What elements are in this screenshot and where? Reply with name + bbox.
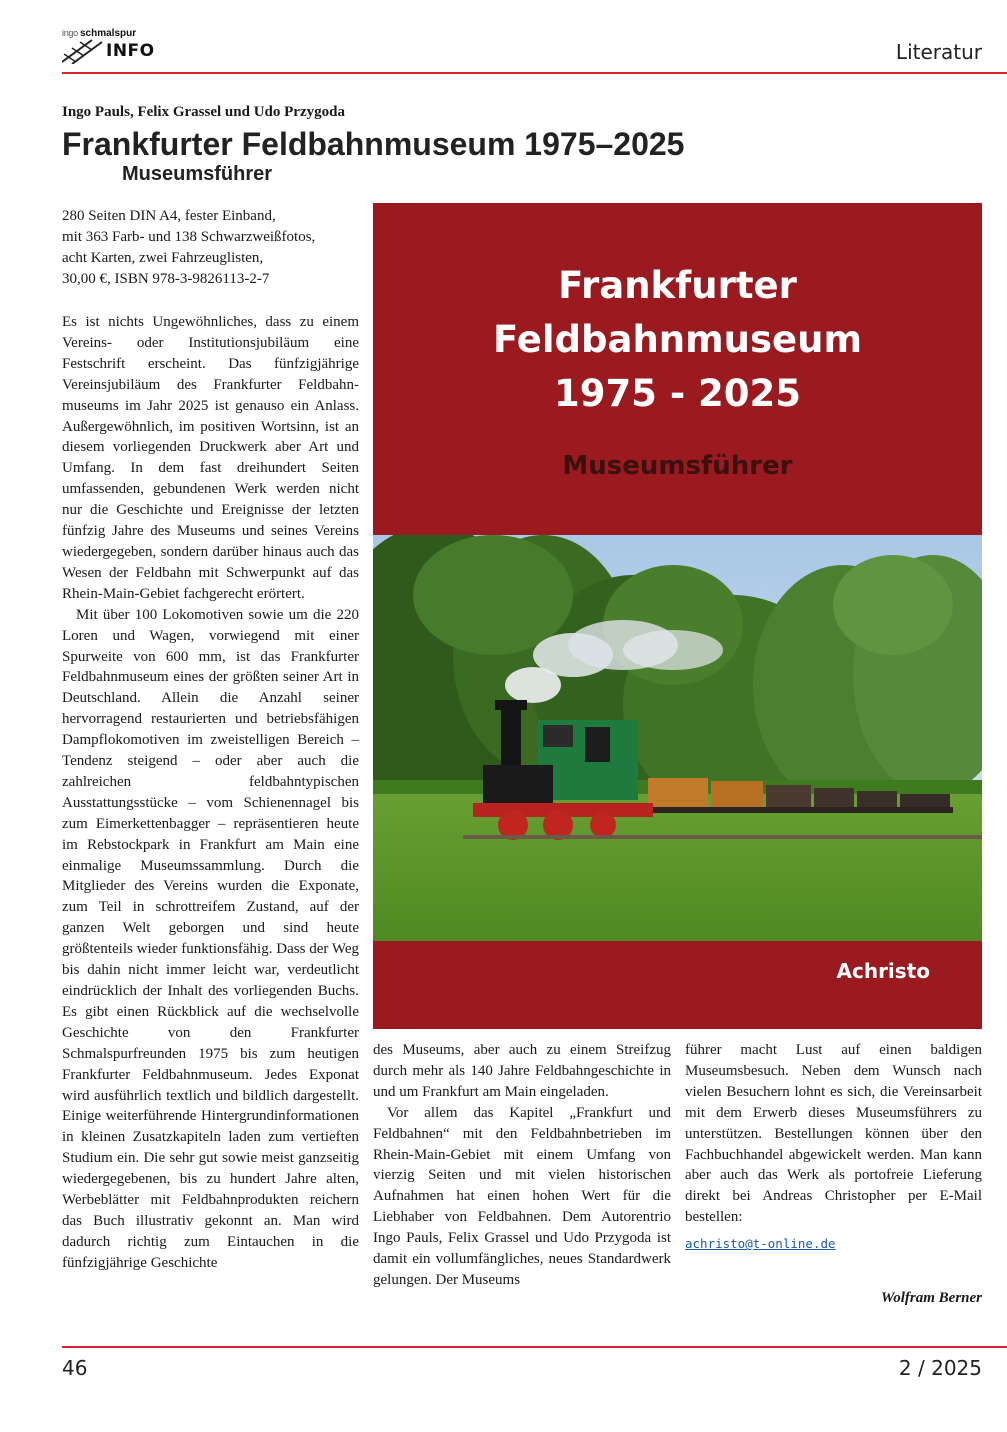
- issue-number: 2 / 2025: [898, 1356, 982, 1380]
- cover-subtitle: Museumsführer: [562, 451, 793, 481]
- spec-line: acht Karten, zwei Fahrzeuglisten,: [62, 250, 264, 266]
- cover-title-line: 1975 - 2025: [553, 372, 802, 415]
- paragraph: Mit über 100 Lokomotiven sowie um die 220 Loren und Wagen, vorwiegend mit einer Spurweite von 600 mm, ist das Frankfurter Feldbahnmuseum eines der größten seiner Art in Deutschland. Allein die Anzahl seiner hervorragend restaurierten und betriebsfähigen Dampflokomotiven im zweistelligen Bereich – Tendenz steigend – oder aber auch die zahlreichen feldbahntypischen Ausstattungsstücke – vom Schienennagel bis zum Eimerkettenbagger – repräsentieren heute im Rebstockpark in Frankfurt am Main eine einmalige Museumssammlung. Durch die Mitglieder des Vereins wurden die Exponate, zum Teil in schrottreifem Zustand, auf der ganzen Welt geborgen und sind heute größtenteils wieder funktionsfähig. Dass der Weg bis dahin nicht immer leicht war, verdeutlicht eindrücklich der Inhalt des vorliegenden Buchs. Es gibt einen Rückblick auf die wechselvolle Geschichte von den Frankfurter Schmalspurfreunden 1975 bis zum heutigen Frankfurter Feldbahnmuseum. Jedes Exponat wird ausführlich textlich und bildlich dargestellt. Einige weiterführende Hintergrundinformationen in kleinen Zusatzkapiteln laden zum vertieften Studium ein. Die sehr gut sowie meist ganzseitig wiedergegebenen, bis zu hundert Jahre alten, Werbeblätter mit Feldbahnprodukten reichern das Buch illustrativ gekonnt an. Man wird dadurch richtig zum Eintauchen in die fünfzigjährige Geschichte: [62, 606, 359, 1271]
- spec-line: mit 363 Farb- und 138 Schwarzweißfotos,: [62, 229, 316, 245]
- cover-photo-steam-train: [373, 535, 982, 941]
- cover-title-line: Feldbahnmuseum: [492, 318, 863, 361]
- paragraph: Es ist nichts Ungewöhnliches, dass zu einem Vereins- oder Institutionsjubiläum eine Festschrift erscheint. Das fünfzigjährige Vereinsjubiläum des Frankfurter Feldbahnmuseums im Jahr 2025 ist genauso ein Anlass. Außergewöhnlich, im positiven Wortsinn, ist an diesem vorliegenden Druckwerk aber Art und Umfang. In dem fast dreihundert Seiten umfassenden, gebundenen Werk werden nicht nur die Geschichte und Ereignisse der letzten fünfzig Jahre des Museums und seines Vereins wiedergegeben, sondern darüber hinaus auch das Wesen der Feldbahn mit Schwerpunkt auf das Rhein-Main-Gebiet fachgerecht erörtert.: [62, 314, 359, 602]
- book-cover: [373, 203, 982, 1029]
- text-column-1: [62, 312, 359, 1274]
- header-rule: [62, 72, 1007, 74]
- paragraph: des Museums, aber auch zu einem Streifzug durch mehr als 140 Jahre Feldbahngeschichte in und um Frankfurt am Main eingeladen.: [373, 1042, 671, 1100]
- cover-title-line: Frankfurter: [558, 264, 797, 307]
- email-link[interactable]: achristo@t-online.de: [685, 1236, 836, 1252]
- paragraph: Vor allem das Kapitel „Frankfurt und Feldbahnen“ mit den Feldbahnbetrieben im Rhein-Main-Gebiet mit einem Umfang von vierzig Seiten und mit vielen historischen Aufnahmen hat einen hohen Wert für die Liebhaber von Feldbahnen. Dem Autorentrio Ingo Pauls, Felix Grassel und Udo Przygoda ist damit ein vollumfängliches, neues Standardwerk gelungen. Der Museums: [373, 1104, 671, 1288]
- logo-brand: schmalspur: [80, 28, 137, 39]
- article-authors: Ingo Pauls, Felix Grassel und Udo Przygoda: [62, 104, 345, 120]
- logo-info: INFO: [106, 41, 155, 61]
- book-specs: [62, 206, 362, 290]
- spec-line: 280 Seiten DIN A4, fester Einband,: [62, 208, 276, 224]
- publisher-logo: Achristo: [836, 959, 930, 983]
- article-title: Frankfurter Feldbahnmuseum 1975–2025: [62, 126, 685, 162]
- paragraph: führer macht Lust auf einen baldigen Museumsbesuch. Neben dem Wunsch nach vielen Besuchern lohnt es sich, die Vereinsarbeit mit dem Erwerb dieses Museumsführers zu unterstützen. Bestellungen können über den Fachbuchhandel abgewickelt werden. Man kann aber auch das Werk als portofreie Lieferung direkt bei Andreas Christopher per E-Mail bestellen:: [685, 1042, 982, 1226]
- cover-title: [373, 259, 982, 421]
- article-signature: Wolfram Berner: [881, 1290, 982, 1306]
- rail-track-icon: [62, 38, 106, 64]
- text-column-3: [685, 1040, 982, 1255]
- text-column-2: [373, 1040, 671, 1291]
- section-title: Literatur: [895, 40, 982, 64]
- footer-rule: [62, 1346, 1007, 1348]
- article-subtitle: Museumsführer: [122, 163, 273, 185]
- logo-prefix: ingo: [62, 28, 78, 38]
- spec-line: 30,00 €, ISBN 978-3-9826113-2-7: [62, 271, 270, 287]
- magazine-logo: [62, 28, 155, 66]
- page-number: 46: [62, 1356, 88, 1380]
